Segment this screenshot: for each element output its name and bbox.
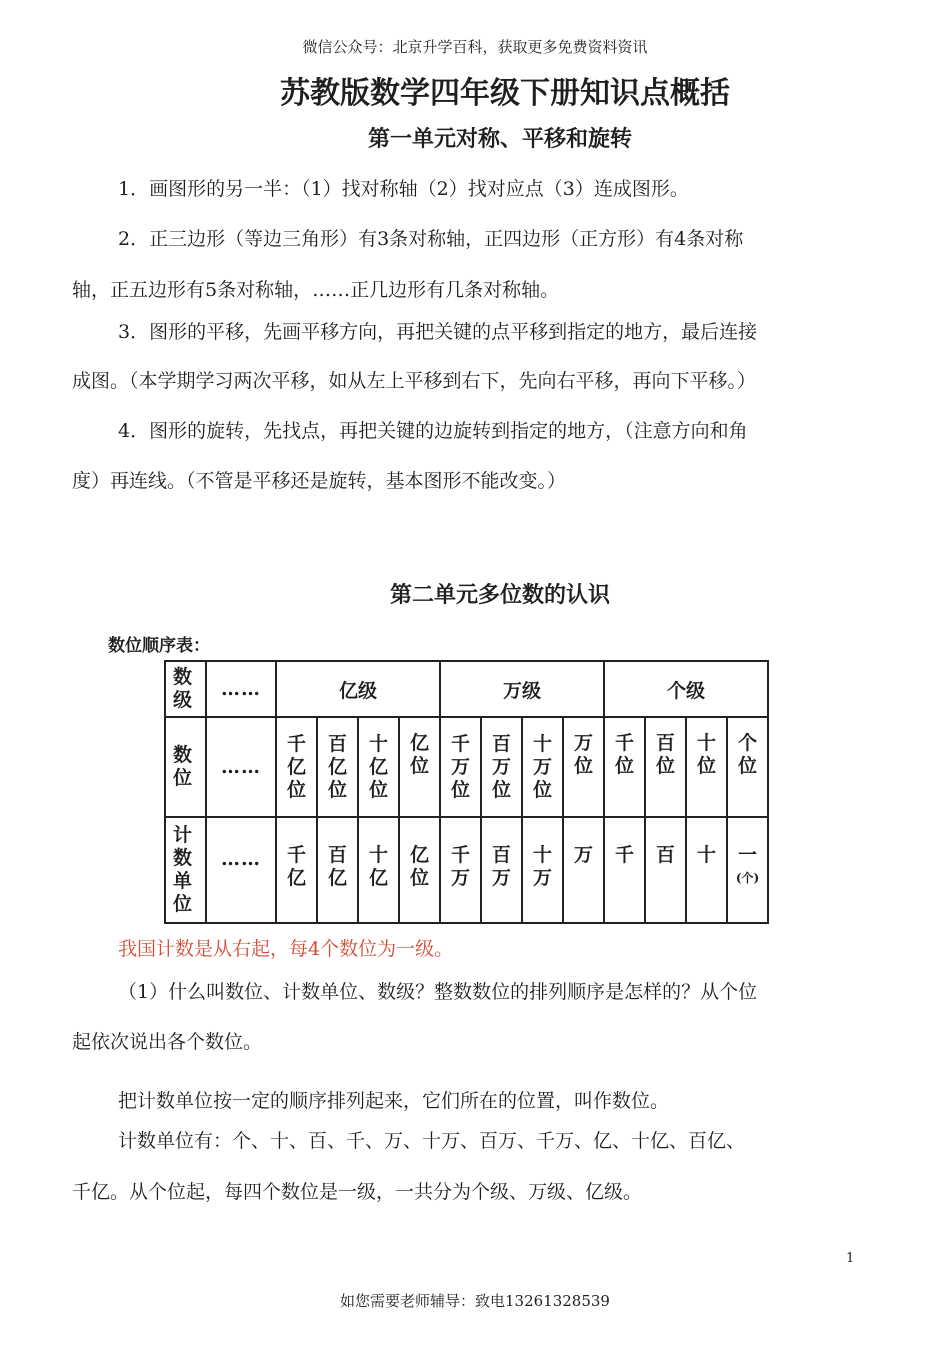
place-shi: 十 位: [686, 717, 727, 817]
unit-qian: 千: [604, 817, 645, 923]
place-shiyi: 十 亿 位: [358, 717, 399, 817]
unit-baiwan: 百 万: [481, 817, 522, 923]
unit-qianyi: 千 亿: [276, 817, 317, 923]
page-title: 苏教版数学四年级下册知识点概括: [280, 76, 730, 111]
row-label-place: 数 位: [165, 717, 206, 817]
place-value-table: [164, 660, 769, 924]
unit1-point-3-line-2: 成图。（本学期学习两次平移，如从左上平移到右下，先向右平移，再向下平移。）: [72, 370, 757, 392]
level-ge: 个级: [604, 661, 768, 717]
table-row-levels: [165, 661, 768, 717]
unit-baiyi: 百 亿: [317, 817, 358, 923]
place-qian: 千 位: [604, 717, 645, 817]
unit1-heading: 第一单元对称、平移和旋转: [367, 126, 632, 152]
level-yi: 亿级: [276, 661, 440, 717]
unit1-point-2-line-2: 轴，正五边形有5条对称轴，……正几边形有几条对称轴。: [72, 279, 560, 301]
answer-1-line-3: 千亿。从个位起，每四个数位是一级，一共分为个级、万级、亿级。: [72, 1181, 643, 1203]
red-note: 我国计数是从右起，每4个数位为一级。: [118, 938, 454, 960]
page-number: 1: [846, 1251, 855, 1266]
unit-shi: 十: [686, 817, 727, 923]
place-qianwan: 千 万 位: [440, 717, 481, 817]
place-yi: 亿 位: [399, 717, 440, 817]
place-wan: 万 位: [563, 717, 604, 817]
place-baiwan: 百 万 位: [481, 717, 522, 817]
answer-1-line-1: 把计数单位按一定的顺序排列起来，它们所在的位置，叫作数位。: [118, 1090, 670, 1112]
unit1-point-4-line-1: 4．图形的旋转，先找点，再把关键的边旋转到指定的地方，（注意方向和角: [118, 420, 748, 442]
unit2-heading: 第二单元多位数的认识: [389, 582, 610, 608]
unit-bai: 百: [645, 817, 686, 923]
page-header: 微信公众号：北京升学百科，获取更多免费资料资讯: [302, 38, 648, 56]
unit-qianwan: 千 万: [440, 817, 481, 923]
unit-yi-ge: 一 (个): [727, 817, 768, 923]
table-row-places: [165, 717, 768, 817]
row-label-level: 数 级: [165, 661, 206, 717]
unit-yi: 亿 位: [399, 817, 440, 923]
question-1-line-1: （1）什么叫数位、计数单位、数级？整数数位的排列顺序是怎样的？从个位: [118, 981, 758, 1003]
question-1-line-2: 起依次说出各个数位。: [72, 1031, 263, 1053]
page-footer: 如您需要老师辅导：致电13261328539: [340, 1292, 610, 1310]
place-shiwan: 十 万 位: [522, 717, 563, 817]
unit-shiwan: 十 万: [522, 817, 563, 923]
place-qianyi: 千 亿 位: [276, 717, 317, 817]
row-label-unit: 计 数 单 位: [165, 817, 206, 923]
table-cell-ellipsis: ……: [206, 717, 276, 817]
unit1-point-3-line-1: 3．图形的平移，先画平移方向，再把关键的点平移到指定的地方，最后连接: [118, 321, 758, 343]
unit1-point-4-line-2: 度）再连线。（不管是平移还是旋转，基本图形不能改变。）: [72, 470, 567, 492]
place-ge: 个 位: [727, 717, 768, 817]
answer-1-line-2: 计数单位有：个、十、百、千、万、十万、百万、千万、亿、十亿、百亿、: [118, 1130, 746, 1152]
unit1-point-1: 1．画图形的另一半：（1）找对称轴（2）找对应点（3）连成图形。: [118, 178, 689, 200]
place-baiyi: 百 亿 位: [317, 717, 358, 817]
table-cell-ellipsis: ……: [206, 817, 276, 923]
unit-shiyi: 十 亿: [358, 817, 399, 923]
table-cell-ellipsis: ……: [206, 661, 276, 717]
level-wan: 万级: [440, 661, 604, 717]
unit1-point-2-line-1: 2．正三边形（等边三角形）有3条对称轴，正四边形（正方形）有4条对称: [118, 228, 744, 250]
place-bai: 百 位: [645, 717, 686, 817]
unit-wan: 万: [563, 817, 604, 923]
table-row-units: [165, 817, 768, 923]
place-value-table-label: 数位顺序表：: [108, 636, 210, 656]
